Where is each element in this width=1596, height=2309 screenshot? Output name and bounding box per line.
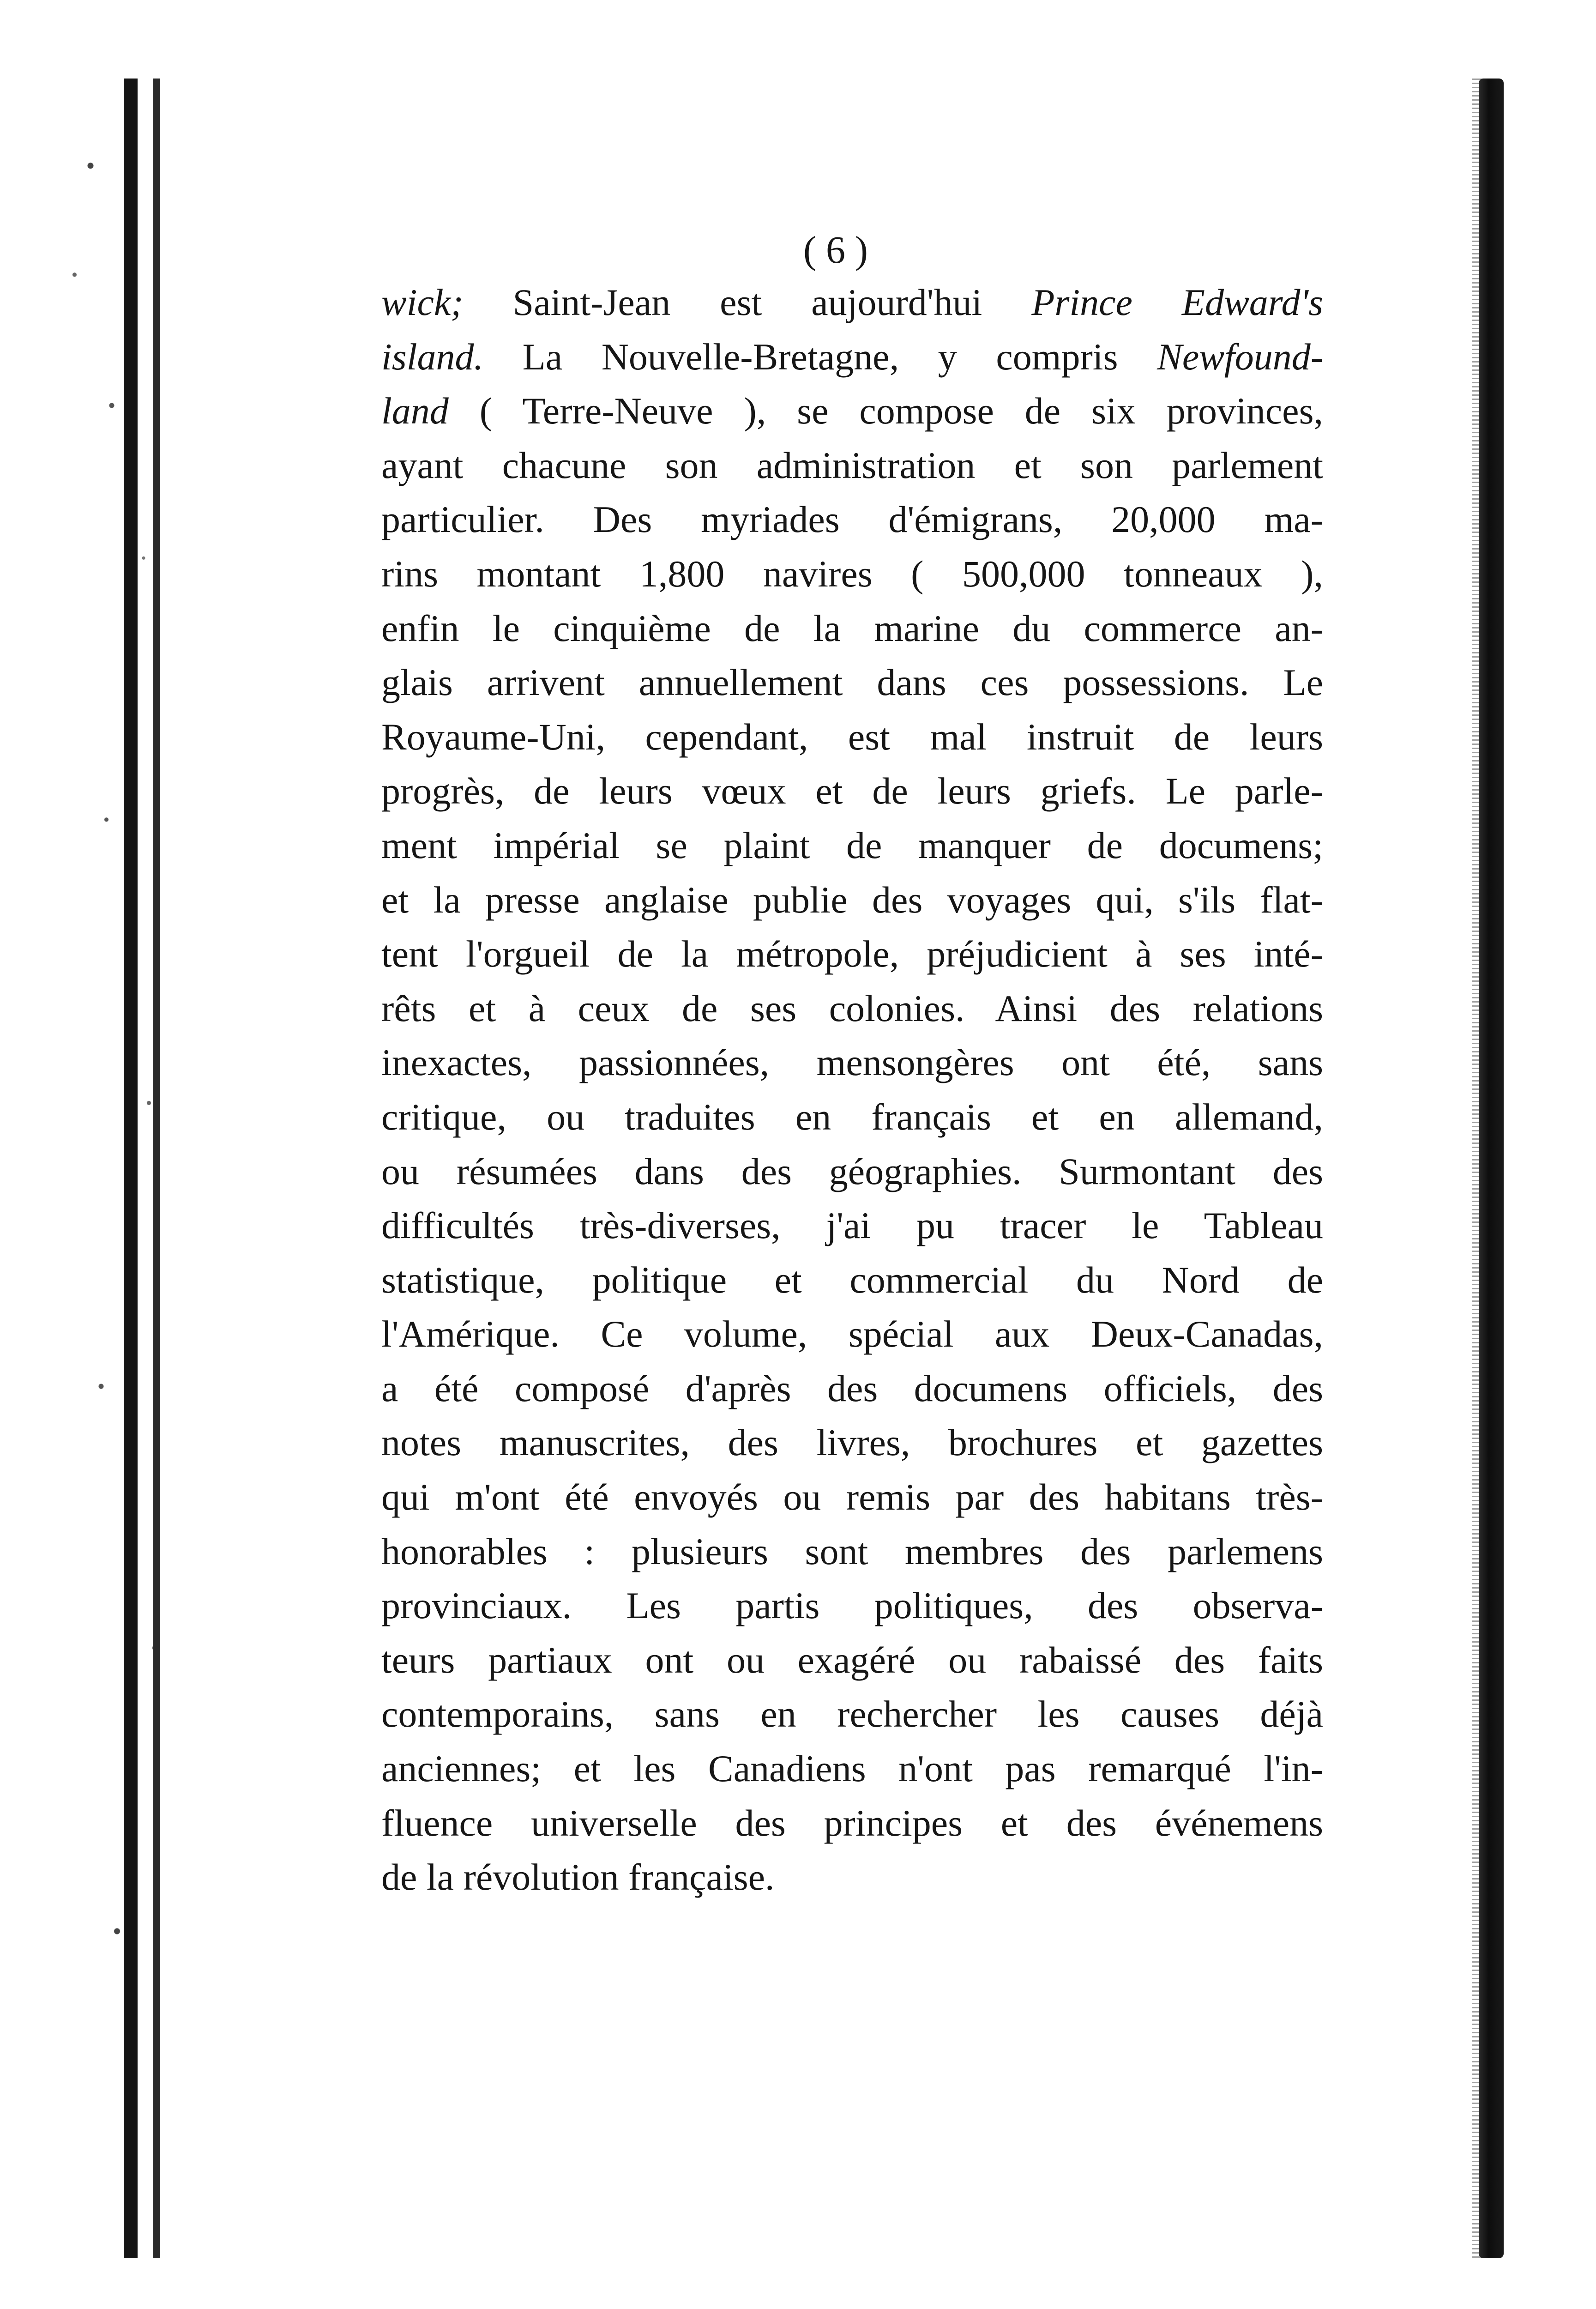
text-line: land ( Terre-Neuve ), se compose de six provinces,: [381, 390, 1323, 432]
text-line: progrès, de leurs vœux et de leurs griefs. Le parle-: [381, 770, 1323, 812]
text-line: anciennes; et les Canadiens n'ont pas remarqué l'in-: [381, 1747, 1323, 1790]
text-line: provinciaux. Les partis politiques, des observa-: [381, 1584, 1323, 1627]
text-line: statistique, politique et commercial du Nord de: [381, 1258, 1323, 1301]
scan-edge-right: [1467, 79, 1508, 2258]
text-line: wick; Saint-Jean est aujourd'hui Prince Edward's: [381, 281, 1324, 323]
text-line: enfin le cinquième de la marine du commerce an-: [381, 607, 1323, 649]
scan-edge-left: [69, 79, 175, 2258]
text-line: notes manuscrites, des livres, brochures et gazettes: [381, 1421, 1323, 1464]
text-line: ment impérial se plaint de manquer de documens;: [381, 824, 1323, 866]
text-line: island. La Nouvelle-Bretagne, y compris Newfound-: [381, 335, 1323, 378]
text-line: ou résumées dans des géographies. Surmontant des: [381, 1150, 1323, 1192]
text-line: honorables : plusieurs sont membres des parlemens: [381, 1530, 1323, 1572]
text-line: a été composé d'après des documens officiels, des: [381, 1367, 1323, 1409]
text-line: Royaume-Uni, cependant, est mal instruit de leurs: [381, 715, 1323, 758]
text-line: qui m'ont été envoyés ou remis par des habitans très-: [381, 1476, 1323, 1518]
text-line: critique, ou traduites en français et en allemand,: [381, 1095, 1323, 1138]
text-line: de la révolution française.: [381, 1856, 775, 1898]
text-line: contemporains, sans en rechercher les causes déjà: [381, 1693, 1323, 1735]
text-line: rins montant 1,800 navires ( 500,000 tonneaux ),: [381, 552, 1323, 595]
text-line: l'Amérique. Ce volume, spécial aux Deux-Canadas,: [381, 1313, 1323, 1355]
text-line: ayant chacune son administration et son parlement: [381, 444, 1323, 486]
page-number: ( 6 ): [803, 229, 868, 272]
text-line: tent l'orgueil de la métropole, préjudicient à ses inté-: [381, 933, 1323, 975]
text-line: fluence universelle des principes et des événemens: [381, 1801, 1323, 1844]
body-text: [381, 275, 1323, 1904]
text-line: glais arrivent annuellement dans ces possessions. Le: [381, 661, 1323, 704]
text-line: particulier. Des myriades d'émigrans, 20,000 ma-: [381, 498, 1323, 541]
text-line: teurs partiaux ont ou exagéré ou rabaissé des faits: [381, 1638, 1323, 1681]
text-line: et la presse anglaise publie des voyages qui, s'ils flat-: [381, 878, 1323, 921]
text-line: inexactes, passionnées, mensongères ont été, sans: [381, 1041, 1323, 1084]
text-line: difficultés très-diverses, j'ai pu tracer le Tableau: [381, 1204, 1323, 1247]
text-line: rêts et à ceux de ses colonies. Ainsi des relations: [381, 987, 1323, 1029]
